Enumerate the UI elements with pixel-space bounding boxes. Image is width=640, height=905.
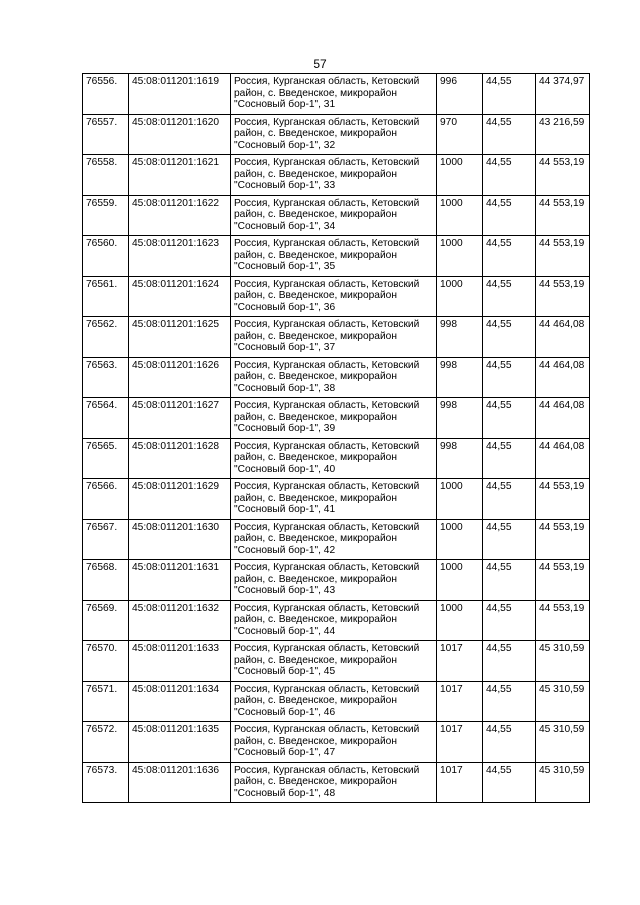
address-cell: Россия, Курганская область, Кетовский район, с. Введенское, микрорайон "Сосновый бор-1", 48 bbox=[231, 762, 437, 803]
table-row bbox=[83, 398, 590, 439]
cadastral-number-cell: 45:08:011201:1633 bbox=[129, 641, 231, 682]
cadastral-value-cell: 44 553,19 bbox=[536, 479, 590, 520]
cadastral-value-cell: 44 553,19 bbox=[536, 236, 590, 277]
table-row bbox=[83, 155, 590, 196]
row-number-cell: 76571. bbox=[83, 681, 129, 722]
table-row bbox=[83, 114, 590, 155]
table-row bbox=[83, 195, 590, 236]
area-cell: 1000 bbox=[437, 195, 483, 236]
area-cell: 970 bbox=[437, 114, 483, 155]
rate-cell: 44,55 bbox=[483, 762, 536, 803]
cadastral-value-cell: 45 310,59 bbox=[536, 681, 590, 722]
address-cell: Россия, Курганская область, Кетовский район, с. Введенское, микрорайон "Сосновый бор-1", 39 bbox=[231, 398, 437, 439]
rate-cell: 44,55 bbox=[483, 479, 536, 520]
address-cell: Россия, Курганская область, Кетовский район, с. Введенское, микрорайон "Сосновый бор-1", 37 bbox=[231, 317, 437, 358]
area-cell: 1017 bbox=[437, 722, 483, 763]
cadastral-number-cell: 45:08:011201:1634 bbox=[129, 681, 231, 722]
rate-cell: 44,55 bbox=[483, 74, 536, 115]
rate-cell: 44,55 bbox=[483, 722, 536, 763]
address-cell: Россия, Курганская область, Кетовский район, с. Введенское, микрорайон "Сосновый бор-1", 34 bbox=[231, 195, 437, 236]
cadastral-number-cell: 45:08:011201:1636 bbox=[129, 762, 231, 803]
table-row bbox=[83, 722, 590, 763]
area-cell: 998 bbox=[437, 438, 483, 479]
cadastral-number-cell: 45:08:011201:1632 bbox=[129, 600, 231, 641]
row-number-cell: 76560. bbox=[83, 236, 129, 277]
address-cell: Россия, Курганская область, Кетовский район, с. Введенское, микрорайон "Сосновый бор-1", 42 bbox=[231, 519, 437, 560]
address-cell: Россия, Курганская область, Кетовский район, с. Введенское, микрорайон "Сосновый бор-1", 31 bbox=[231, 74, 437, 115]
rate-cell: 44,55 bbox=[483, 276, 536, 317]
area-cell: 1000 bbox=[437, 560, 483, 601]
table-row bbox=[83, 519, 590, 560]
address-cell: Россия, Курганская область, Кетовский район, с. Введенское, микрорайон "Сосновый бор-1", 40 bbox=[231, 438, 437, 479]
area-cell: 998 bbox=[437, 398, 483, 439]
table-row bbox=[83, 560, 590, 601]
table-row bbox=[83, 74, 590, 115]
cadastral-number-cell: 45:08:011201:1628 bbox=[129, 438, 231, 479]
cadastral-value-cell: 45 310,59 bbox=[536, 762, 590, 803]
cadastral-number-cell: 45:08:011201:1635 bbox=[129, 722, 231, 763]
table-row bbox=[83, 762, 590, 803]
rate-cell: 44,55 bbox=[483, 195, 536, 236]
table-row bbox=[83, 681, 590, 722]
cadastral-value-cell: 45 310,59 bbox=[536, 641, 590, 682]
row-number-cell: 76559. bbox=[83, 195, 129, 236]
rate-cell: 44,55 bbox=[483, 317, 536, 358]
address-cell: Россия, Курганская область, Кетовский район, с. Введенское, микрорайон "Сосновый бор-1", 36 bbox=[231, 276, 437, 317]
row-number-cell: 76564. bbox=[83, 398, 129, 439]
rate-cell: 44,55 bbox=[483, 681, 536, 722]
table-row bbox=[83, 317, 590, 358]
table-row bbox=[83, 236, 590, 277]
area-cell: 996 bbox=[437, 74, 483, 115]
cadastral-value-cell: 44 553,19 bbox=[536, 560, 590, 601]
row-number-cell: 76561. bbox=[83, 276, 129, 317]
cadastral-number-cell: 45:08:011201:1619 bbox=[129, 74, 231, 115]
area-cell: 1000 bbox=[437, 276, 483, 317]
address-cell: Россия, Курганская область, Кетовский район, с. Введенское, микрорайон "Сосновый бор-1", 43 bbox=[231, 560, 437, 601]
row-number-cell: 76570. bbox=[83, 641, 129, 682]
row-number-cell: 76565. bbox=[83, 438, 129, 479]
rate-cell: 44,55 bbox=[483, 357, 536, 398]
row-number-cell: 76563. bbox=[83, 357, 129, 398]
cadastral-value-cell: 44 464,08 bbox=[536, 317, 590, 358]
row-number-cell: 76566. bbox=[83, 479, 129, 520]
cadastral-value-cell: 44 553,19 bbox=[536, 276, 590, 317]
area-cell: 1017 bbox=[437, 641, 483, 682]
cadastral-value-cell: 44 464,08 bbox=[536, 438, 590, 479]
cadastral-value-cell: 43 216,59 bbox=[536, 114, 590, 155]
cadastral-value-cell: 44 553,19 bbox=[536, 519, 590, 560]
table-body bbox=[83, 74, 590, 803]
cadastral-number-cell: 45:08:011201:1629 bbox=[129, 479, 231, 520]
row-number-cell: 76558. bbox=[83, 155, 129, 196]
cadastral-number-cell: 45:08:011201:1621 bbox=[129, 155, 231, 196]
address-cell: Россия, Курганская область, Кетовский район, с. Введенское, микрорайон "Сосновый бор-1", 38 bbox=[231, 357, 437, 398]
area-cell: 1000 bbox=[437, 600, 483, 641]
rate-cell: 44,55 bbox=[483, 438, 536, 479]
cadastral-value-cell: 44 553,19 bbox=[536, 155, 590, 196]
area-cell: 1017 bbox=[437, 762, 483, 803]
cadastral-value-cell: 44 464,08 bbox=[536, 357, 590, 398]
table-row bbox=[83, 357, 590, 398]
address-cell: Россия, Курганская область, Кетовский район, с. Введенское, микрорайон "Сосновый бор-1", 32 bbox=[231, 114, 437, 155]
cadastral-number-cell: 45:08:011201:1623 bbox=[129, 236, 231, 277]
cadastral-value-cell: 45 310,59 bbox=[536, 722, 590, 763]
cadastral-value-cell: 44 464,08 bbox=[536, 398, 590, 439]
cadastral-number-cell: 45:08:011201:1626 bbox=[129, 357, 231, 398]
cadastral-value-cell: 44 553,19 bbox=[536, 600, 590, 641]
row-number-cell: 76556. bbox=[83, 74, 129, 115]
cadastral-number-cell: 45:08:011201:1625 bbox=[129, 317, 231, 358]
cadastral-number-cell: 45:08:011201:1630 bbox=[129, 519, 231, 560]
table-row bbox=[83, 641, 590, 682]
cadastral-value-cell: 44 553,19 bbox=[536, 195, 590, 236]
row-number-cell: 76567. bbox=[83, 519, 129, 560]
area-cell: 1000 bbox=[437, 155, 483, 196]
area-cell: 1000 bbox=[437, 519, 483, 560]
cadastral-number-cell: 45:08:011201:1620 bbox=[129, 114, 231, 155]
address-cell: Россия, Курганская область, Кетовский район, с. Введенское, микрорайон "Сосновый бор-1", 45 bbox=[231, 641, 437, 682]
page-number: 57 bbox=[313, 57, 327, 71]
rate-cell: 44,55 bbox=[483, 155, 536, 196]
rate-cell: 44,55 bbox=[483, 398, 536, 439]
address-cell: Россия, Курганская область, Кетовский район, с. Введенское, микрорайон "Сосновый бор-1", 47 bbox=[231, 722, 437, 763]
rate-cell: 44,55 bbox=[483, 236, 536, 277]
cadastral-number-cell: 45:08:011201:1622 bbox=[129, 195, 231, 236]
cadastral-value-cell: 44 374,97 bbox=[536, 74, 590, 115]
address-cell: Россия, Курганская область, Кетовский район, с. Введенское, микрорайон "Сосновый бор-1", 35 bbox=[231, 236, 437, 277]
address-cell: Россия, Курганская область, Кетовский район, с. Введенское, микрорайон "Сосновый бор-1", 44 bbox=[231, 600, 437, 641]
rate-cell: 44,55 bbox=[483, 600, 536, 641]
address-cell: Россия, Курганская область, Кетовский район, с. Введенское, микрорайон "Сосновый бор-1", 46 bbox=[231, 681, 437, 722]
table-row bbox=[83, 479, 590, 520]
area-cell: 1000 bbox=[437, 479, 483, 520]
row-number-cell: 76562. bbox=[83, 317, 129, 358]
row-number-cell: 76572. bbox=[83, 722, 129, 763]
row-number-cell: 76573. bbox=[83, 762, 129, 803]
rate-cell: 44,55 bbox=[483, 641, 536, 682]
area-cell: 1017 bbox=[437, 681, 483, 722]
table-row bbox=[83, 438, 590, 479]
rate-cell: 44,55 bbox=[483, 560, 536, 601]
row-number-cell: 76568. bbox=[83, 560, 129, 601]
address-cell: Россия, Курганская область, Кетовский район, с. Введенское, микрорайон "Сосновый бор-1", 41 bbox=[231, 479, 437, 520]
rate-cell: 44,55 bbox=[483, 114, 536, 155]
row-number-cell: 76557. bbox=[83, 114, 129, 155]
land-registry-table bbox=[82, 73, 590, 803]
address-cell: Россия, Курганская область, Кетовский район, с. Введенское, микрорайон "Сосновый бор-1", 33 bbox=[231, 155, 437, 196]
cadastral-number-cell: 45:08:011201:1631 bbox=[129, 560, 231, 601]
rate-cell: 44,55 bbox=[483, 519, 536, 560]
row-number-cell: 76569. bbox=[83, 600, 129, 641]
area-cell: 1000 bbox=[437, 236, 483, 277]
area-cell: 998 bbox=[437, 317, 483, 358]
cadastral-number-cell: 45:08:011201:1627 bbox=[129, 398, 231, 439]
table-row bbox=[83, 276, 590, 317]
cadastral-number-cell: 45:08:011201:1624 bbox=[129, 276, 231, 317]
table-row bbox=[83, 600, 590, 641]
area-cell: 998 bbox=[437, 357, 483, 398]
